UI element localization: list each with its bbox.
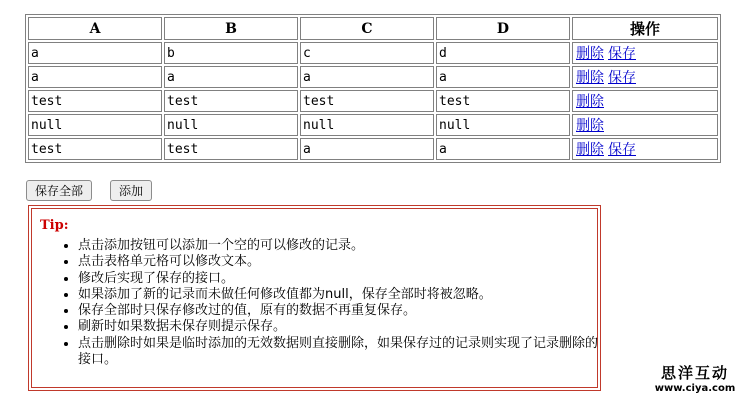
tip-title: Tip: [40, 218, 69, 233]
save-link[interactable]: 保存 [608, 46, 636, 62]
save-all-button[interactable]: 保存全部 [26, 180, 92, 201]
save-link[interactable]: 保存 [608, 70, 636, 86]
save-link[interactable]: 保存 [608, 142, 636, 158]
column-header-b: B [164, 17, 298, 40]
list-item: • 点击添加按钮可以添加一个空的可以修改的记录。 [78, 238, 603, 254]
add-button[interactable]: 添加 [110, 180, 152, 201]
table-row [28, 138, 718, 160]
list-item: • 点击表格单元格可以修改文本。 [78, 254, 603, 270]
table-cell[interactable]: null [164, 114, 298, 136]
list-item: • 修改后实现了保存的接口。 [78, 271, 603, 287]
table-cell[interactable]: test [164, 138, 298, 160]
row-actions [572, 66, 718, 88]
table-cell[interactable]: null [28, 114, 162, 136]
row-actions [572, 138, 718, 160]
row-actions [572, 114, 718, 136]
table-cell[interactable]: a [28, 66, 162, 88]
delete-link[interactable]: 删除 [576, 94, 604, 110]
column-header-c: C [300, 17, 434, 40]
tip-box [31, 208, 598, 388]
table-row [28, 42, 718, 64]
list-item: • 保存全部时只保存修改过的值，原有的数据不再重复保存。 [78, 303, 603, 319]
table-cell[interactable]: a [436, 138, 570, 160]
list-item: • 如果添加了新的记录而未做任何修改值都为null，保存全部时将被忽略。 [78, 287, 603, 303]
table-cell[interactable]: b [164, 42, 298, 64]
table-cell[interactable]: a [300, 66, 434, 88]
site-logo [642, 362, 748, 394]
row-actions [572, 42, 718, 64]
table-cell[interactable]: null [300, 114, 434, 136]
column-header-a: A [28, 17, 162, 40]
delete-link[interactable]: 删除 [576, 46, 604, 62]
table-cell[interactable]: test [436, 90, 570, 112]
delete-link[interactable]: 删除 [576, 142, 604, 158]
table-cell[interactable]: a [300, 138, 434, 160]
list-item: • 点击删除时如果是临时添加的无效数据则直接删除，如果保存过的记录则实现了记录删除的接口。 [78, 336, 603, 369]
row-actions [572, 90, 718, 112]
logo-url: www.ciya.com [654, 383, 736, 394]
table-row [28, 90, 718, 112]
table-cell[interactable]: a [28, 42, 162, 64]
logo-name: 思洋互动 [660, 364, 729, 382]
table-cell[interactable]: test [28, 138, 162, 160]
table-cell[interactable]: a [436, 66, 570, 88]
table-cell[interactable]: test [164, 90, 298, 112]
table-cell[interactable]: c [300, 42, 434, 64]
table-row [28, 114, 718, 136]
data-table [25, 14, 721, 163]
column-header-d: D [436, 17, 570, 40]
delete-link[interactable]: 删除 [576, 118, 604, 134]
table-cell[interactable]: test [28, 90, 162, 112]
table-cell[interactable]: d [436, 42, 570, 64]
table-header-row [28, 17, 718, 40]
column-header-actions: 操作 [572, 17, 718, 40]
list-item: • 刷新时如果数据未保存则提示保存。 [78, 319, 603, 335]
table-cell[interactable]: null [436, 114, 570, 136]
table-row [28, 66, 718, 88]
table-cell[interactable]: a [164, 66, 298, 88]
delete-link[interactable]: 删除 [576, 70, 604, 86]
tip-list [60, 238, 603, 368]
table-cell[interactable]: test [300, 90, 434, 112]
